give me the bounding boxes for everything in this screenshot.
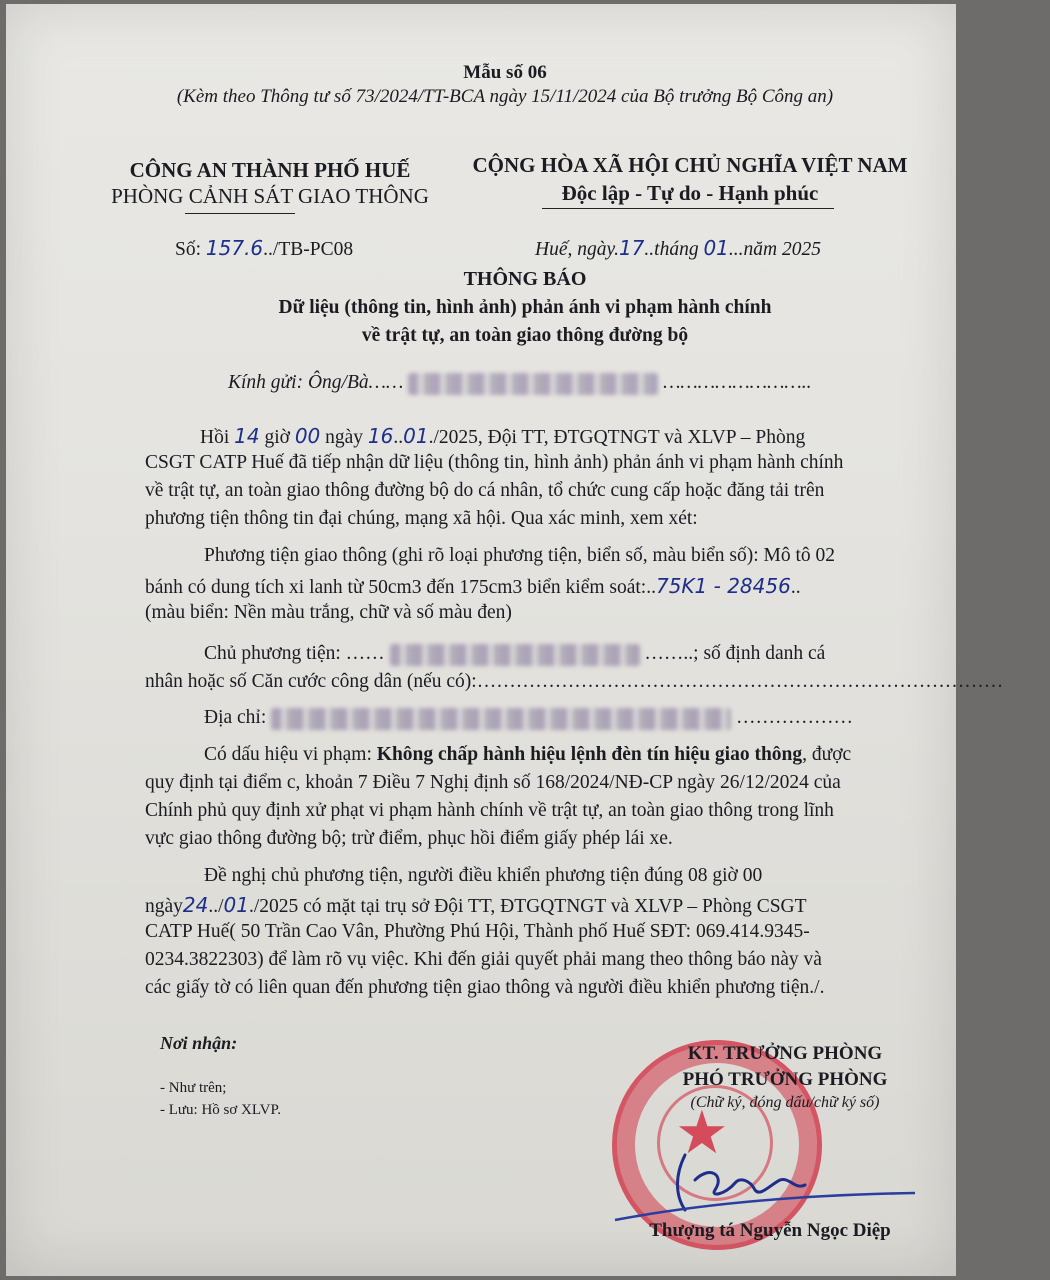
- signer-name: Thượng tá Nguyễn Ngọc Diệp: [649, 1220, 891, 1241]
- text: , được: [802, 744, 852, 765]
- text: Hồi: [200, 427, 230, 448]
- address-label: Địa chỉ:: [204, 707, 267, 728]
- agency-divider: [185, 213, 295, 214]
- date-month: 01: [703, 236, 729, 260]
- reference-suffix: ../TB-PC08: [263, 239, 354, 260]
- text: ./2025 có mặt tại trụ sở Đội TT, ĐTGQTNGT và XLVP – Phòng CSGT: [248, 896, 807, 917]
- agency-line2: PHÒNG CẢNH SÁT GIAO THÔNG: [111, 184, 429, 208]
- violation-line-3: Chính phủ quy định xử phạt vi phạm hành chính về trật tự, an toàn giao thông trong lĩnh: [145, 800, 834, 821]
- text: ngày: [325, 427, 364, 448]
- date-day: 17: [618, 236, 645, 260]
- owner-line-1: [204, 643, 825, 666]
- text: ..: [790, 577, 801, 598]
- address-line: [204, 707, 853, 730]
- license-plate: 75K1 - 28456: [655, 574, 791, 598]
- vehicle-line-1: Phương tiện giao thông (ghi rõ loại phương tiện, biển số, màu biển số): Mô tô 02: [204, 545, 836, 566]
- text: giờ: [264, 427, 290, 448]
- appointment-day: 24: [182, 893, 209, 917]
- notice-subtitle-2: về trật tự, an toàn giao thông đường bộ: [361, 325, 689, 346]
- vehicle-line-3: (màu biển: Nền màu trắng, chữ và số màu đen): [145, 602, 512, 623]
- text: bánh có dung tích xi lanh từ 50cm3 đến 175cm3 biển kiểm soát:..: [145, 577, 656, 598]
- request-line-2: [145, 893, 807, 918]
- signature-line-2: PHÓ TRƯỞNG PHÒNG: [682, 1069, 888, 1090]
- paragraph-1-line-1: [200, 424, 805, 449]
- signature-line-1: KT. TRƯỞNG PHÒNG: [687, 1043, 883, 1064]
- text: ngày: [145, 896, 183, 917]
- notice-title: THÔNG BÁO: [463, 268, 587, 290]
- text: ………………: [736, 707, 854, 728]
- date-year: ...năm 2025: [728, 239, 821, 260]
- request-line-3: CATP Huế( 50 Trần Cao Vân, Phường Phú Hội, Thành phố Huế SĐT: 069.414.9345-: [145, 921, 810, 942]
- form-number: Mẫu số 06: [463, 62, 547, 83]
- report-day: 16: [367, 424, 394, 448]
- redacted-address: [271, 708, 731, 730]
- id-dots: ………………………………………………………………………: [476, 671, 1004, 692]
- text: ……..; số định danh cá: [644, 643, 826, 664]
- redacted-owner-name: [390, 644, 640, 666]
- report-hour: 14: [234, 424, 260, 448]
- date-line: [535, 236, 821, 261]
- recipient-item-2: - Lưu: Hồ sơ XLVP.: [160, 1102, 281, 1118]
- report-minute: 00: [294, 424, 321, 448]
- request-line-1: Đề nghị chủ phương tiện, người điều khiển phương tiện đúng 08 giờ 00: [204, 865, 763, 886]
- violation-description: Không chấp hành hiệu lệnh đèn tín hiệu giao thông: [376, 744, 803, 765]
- violation-line-2: quy định tại điểm c, khoản 7 Điều 7 Nghị định số 168/2024/NĐ-CP ngày 26/12/2024 của: [145, 772, 841, 793]
- text: ..: [393, 427, 404, 448]
- text: ../: [208, 896, 224, 917]
- recipient-line: [228, 372, 812, 395]
- text: nhân hoặc số Căn cước công dân (nếu có):: [145, 671, 477, 692]
- seal-star-icon: ★: [675, 1098, 729, 1168]
- violation-line-1: [204, 744, 851, 766]
- appointment-month: 01: [223, 893, 249, 917]
- national-divider: [542, 208, 834, 209]
- redacted-recipient-name: [408, 373, 658, 395]
- reference-handwritten-number: 157.6: [205, 236, 264, 260]
- signature-note: (Chữ ký, đóng dấu/chữ ký số): [690, 1094, 880, 1111]
- agency-line1: CÔNG AN THÀNH PHỐ HUẾ: [129, 158, 411, 182]
- paragraph-1-line-2: CSGT CATP Huế đã tiếp nhận dữ liệu (thông tin, hình ảnh) phản ánh vi phạm hành chính: [145, 452, 844, 473]
- reference-number: [175, 236, 353, 261]
- national-line2: Độc lập - Tự do - Hạnh phúc: [561, 181, 819, 205]
- owner-label: Chủ phương tiện: ……: [204, 643, 385, 664]
- violation-line-4: vực giao thông đường bộ; trừ điểm, phục hồi điểm giấy phép lái xe.: [145, 828, 673, 849]
- vehicle-line-2: [145, 574, 801, 599]
- date-place: Huế, ngày.: [535, 239, 619, 260]
- date-month-label: ..tháng: [644, 239, 699, 260]
- request-line-5: các giấy tờ có liên quan đến phương tiện giao thông và người điều khiển phương tiện./.: [145, 977, 825, 998]
- paragraph-1-line-3: về trật tự, an toàn giao thông đường bộ do cá nhân, tổ chức cung cấp hoặc đăng tải trên: [145, 480, 825, 501]
- national-line1: CỘNG HÒA XÃ HỘI CHỦ NGHĨA VIỆT NAM: [472, 153, 908, 177]
- recipient-dots: ……………………..: [663, 372, 812, 393]
- notice-subtitle-1: Dữ liệu (thông tin, hình ảnh) phản ánh vi phạm hành chính: [278, 297, 772, 318]
- reference-prefix: Số:: [175, 239, 202, 260]
- text: ./2025, Đội TT, ĐTGQTNGT và XLVP – Phòng: [428, 427, 806, 448]
- recipient-label: Kính gửi: Ông/Bà……: [228, 372, 404, 393]
- owner-line-2: [145, 671, 1004, 693]
- request-line-4: 0234.3822303) để làm rõ vụ việc. Khi đến giải quyết phải mang theo thông báo này và: [145, 949, 822, 970]
- report-month: 01: [403, 424, 429, 448]
- paragraph-1-line-4: phương tiện thông tin đại chúng, mạng xã hội. Qua xác minh, xem xét:: [145, 508, 698, 529]
- recipients-title: Nơi nhận:: [160, 1033, 238, 1053]
- text: Có dấu hiệu vi phạm:: [204, 744, 372, 765]
- attached-note: (Kèm theo Thông tư số 73/2024/TT-BCA ngày 15/11/2024 của Bộ trưởng Bộ Công an): [176, 86, 834, 107]
- recipient-item-1: - Như trên;: [160, 1080, 227, 1096]
